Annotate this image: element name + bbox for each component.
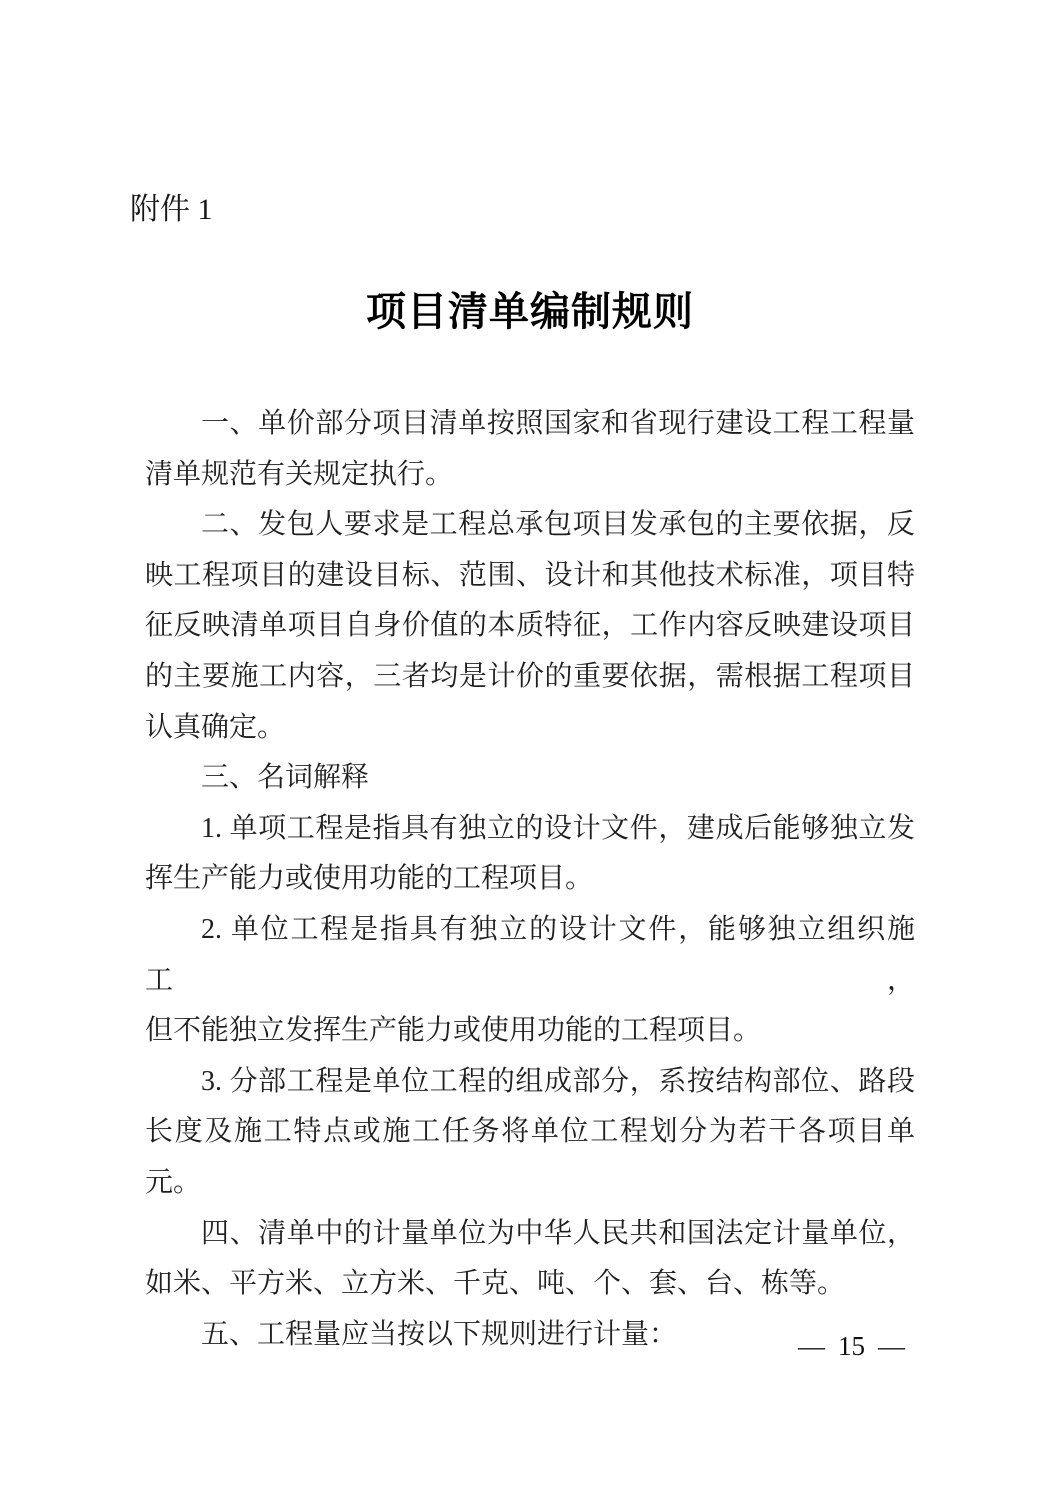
page-number-value: 15	[838, 1331, 865, 1361]
text-line: 但不能独立发挥生产能力或使用功能的工程项目。	[145, 1015, 762, 1047]
text-line: 如米、平方米、立方米、千克、吨、个、套、台、栋等。	[145, 1268, 846, 1300]
attachment-label: 附件 1	[130, 193, 213, 226]
text-line: 三、名词解释	[201, 762, 370, 794]
text-line: 长度及施工特点或施工任务将单位工程划分为若干各项目单	[145, 1116, 915, 1148]
text-line: 映工程项目的建设目标、范围、设计和其他技术标准，项目特	[145, 559, 915, 591]
page-number-left-dash: —	[798, 1331, 825, 1361]
text-line: 1. 单项工程是指具有独立的设计文件，建成后能够独立发	[201, 812, 915, 844]
text-line: 清单规范有关规定执行。	[145, 458, 454, 490]
text-line: 3. 分部工程是单位工程的组成部分，系按结构部位、路段	[201, 1065, 915, 1097]
text-line: 四、清单中的计量单位为中华人民共和国法定计量单位，	[201, 1217, 915, 1249]
page-number-right-dash: —	[878, 1331, 905, 1361]
text-line: 认真确定。	[145, 711, 286, 743]
document-body	[145, 399, 915, 1360]
document-title: 项目清单编制规则	[366, 289, 694, 334]
text-line: 征反映清单项目自身价值的本质特征，工作内容反映建设项目	[145, 610, 915, 642]
page-number	[798, 1330, 905, 1362]
text-line: 挥生产能力或使用功能的工程项目。	[145, 863, 594, 895]
text-line: 二、发包人要求是工程总承包项目发承包的主要依据，反	[201, 509, 915, 541]
text-line: 一、单价部分项目清单按照国家和省现行建设工程工程量	[201, 408, 915, 439]
text-line: 元。	[145, 1166, 202, 1198]
text-line: 五、工程量应当按以下规则进行计量：	[201, 1318, 678, 1350]
text-line: 的主要施工内容，三者均是计价的重要依据，需根据工程项目	[145, 660, 915, 692]
text-line: 2. 单位工程是指具有独立的设计文件，能够独立组织施工，	[145, 913, 915, 996]
